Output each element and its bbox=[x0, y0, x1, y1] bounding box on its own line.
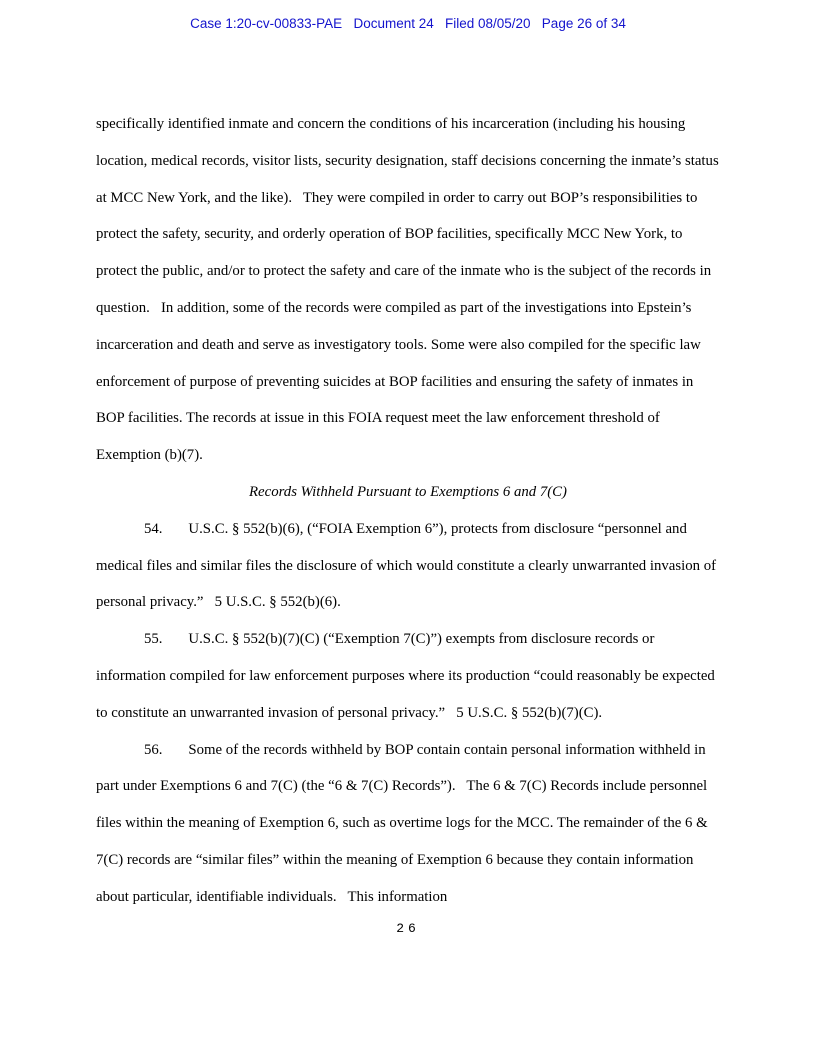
case-stamp-header: Case 1:20-cv-00833-PAE Document 24 Filed 08/05/20 Page 26 of 34 bbox=[190, 16, 626, 31]
section-heading: Records Withheld Pursuant to Exemptions 6 and 7(C) bbox=[249, 483, 567, 500]
paragraph-55: 55. U.S.C. § 552(b)(7)(C) (“Exemption 7(C)”) exempts from disclosure records or information compiled for law enforcement purposes where its production “could reasonably be expected to constitute an unwarranted invasion of personal privacy.” 5 U.S.C. § 552(b)(7)(C). bbox=[96, 631, 719, 721]
paragraph-continuation: specifically identified inmate and concern the conditions of his incarceration (including his housing location, medical records, visitor lists, security designation, staff decisions concerning the inmate’s status at MCC New York, and the like). They were compiled in order to carry out BOP’s responsibilities to protect the safety, security, and orderly operation of BOP facilities, specifically MCC New York, to protect the public, and/or to protect the safety and care of the inmate who is the subject of the records in question. In addition, some of the records were compiled as part of the investigations into Epstein’s incarceration and death and serve as investigatory tools. Some were also compiled for the specific law enforcement of purpose of preventing suicides at BOP facilities and ensuring the safety of inmates in BOP facilities. The records at issue in this FOIA request meet the law enforcement threshold of Exemption (b)(7). bbox=[96, 116, 723, 464]
paragraph-54: 54. U.S.C. § 552(b)(6), (“FOIA Exemption 6”), protects from disclosure “personnel and medical files and similar files the disclosure of which would constitute a clearly unwarranted invasion of personal privacy.” 5 U.S.C. § 552(b)(6). bbox=[96, 520, 720, 611]
document-body bbox=[96, 106, 723, 916]
paragraph-56: 56. Some of the records withheld by BOP contain contain personal information withheld in part under Exemptions 6 and 7(C) (the “6 & 7(C) Records”). The 6 & 7(C) Records include personnel files within the meaning of Exemption 6, such as overtime logs for the MCC. The remainder of the 6 & 7(C) records are “similar files” within the meaning of Exemption 6 because they contain information about particular, identifiable individuals. This information bbox=[96, 741, 712, 905]
page-number: 26 bbox=[396, 921, 420, 936]
